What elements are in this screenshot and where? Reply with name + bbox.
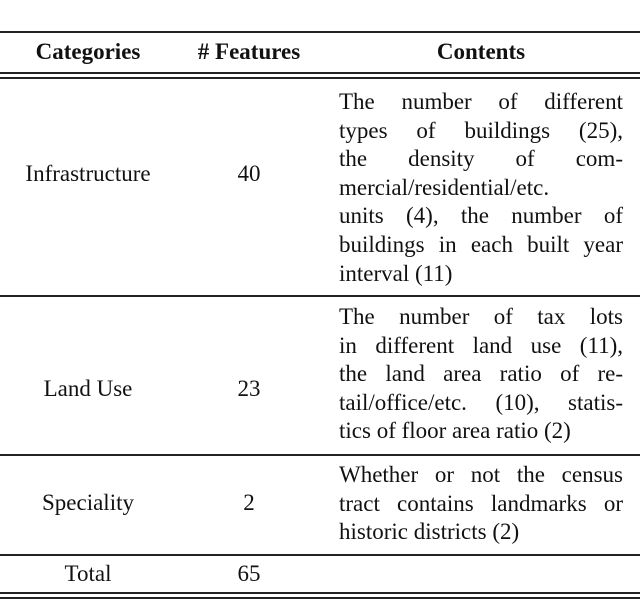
header-categories: Categories — [35, 39, 141, 64]
bottom-rule-upper — [0, 592, 640, 594]
row-rule-1 — [0, 295, 640, 297]
contents-line: The number of different — [339, 89, 623, 114]
contents-line: Whether or not the census — [339, 462, 623, 487]
contents-line: the density of com- — [339, 146, 623, 172]
bottom-rule-lower — [0, 597, 640, 599]
row-category: Land Use — [43, 376, 133, 401]
contents-line: the land area ratio of re- — [339, 361, 623, 387]
header-contents: Contents — [436, 39, 526, 64]
contents-line: interval (11) — [339, 260, 453, 286]
row-contents — [339, 461, 623, 547]
contents-line: historic districts (2) — [339, 519, 520, 545]
total-features: 65 — [237, 561, 261, 586]
contents-line: mercial/residential/etc. — [339, 174, 550, 200]
row-features: 23 — [237, 376, 261, 401]
caption-fragment — [298, 0, 306, 2]
row-category: Infrastructure — [25, 161, 151, 186]
row-features: 2 — [243, 490, 255, 515]
header-rule-lower — [0, 77, 640, 79]
contents-line: types of buildings (25), — [339, 117, 623, 143]
contents-line: tract contains landmarks or — [339, 490, 623, 516]
contents-line: units (4), the number of — [339, 203, 623, 229]
header-features: # Features — [197, 39, 301, 64]
top-rule — [0, 31, 640, 33]
contents-line: tail/office/etc. (10), statis- — [339, 389, 623, 415]
row-features: 40 — [237, 161, 261, 186]
contents-line: tics of floor area ratio (2) — [339, 418, 571, 444]
row-contents — [339, 303, 623, 446]
total-rule — [0, 554, 640, 556]
header-rule-upper — [0, 72, 640, 74]
row-category: Speciality — [42, 490, 134, 515]
row-contents — [339, 88, 623, 288]
contents-line: in different land use (11), — [339, 332, 623, 358]
total-label: Total — [64, 561, 112, 586]
row-rule-2 — [0, 454, 640, 456]
contents-line: buildings in each built year — [339, 231, 623, 257]
contents-line: The number of tax lots — [339, 304, 623, 329]
